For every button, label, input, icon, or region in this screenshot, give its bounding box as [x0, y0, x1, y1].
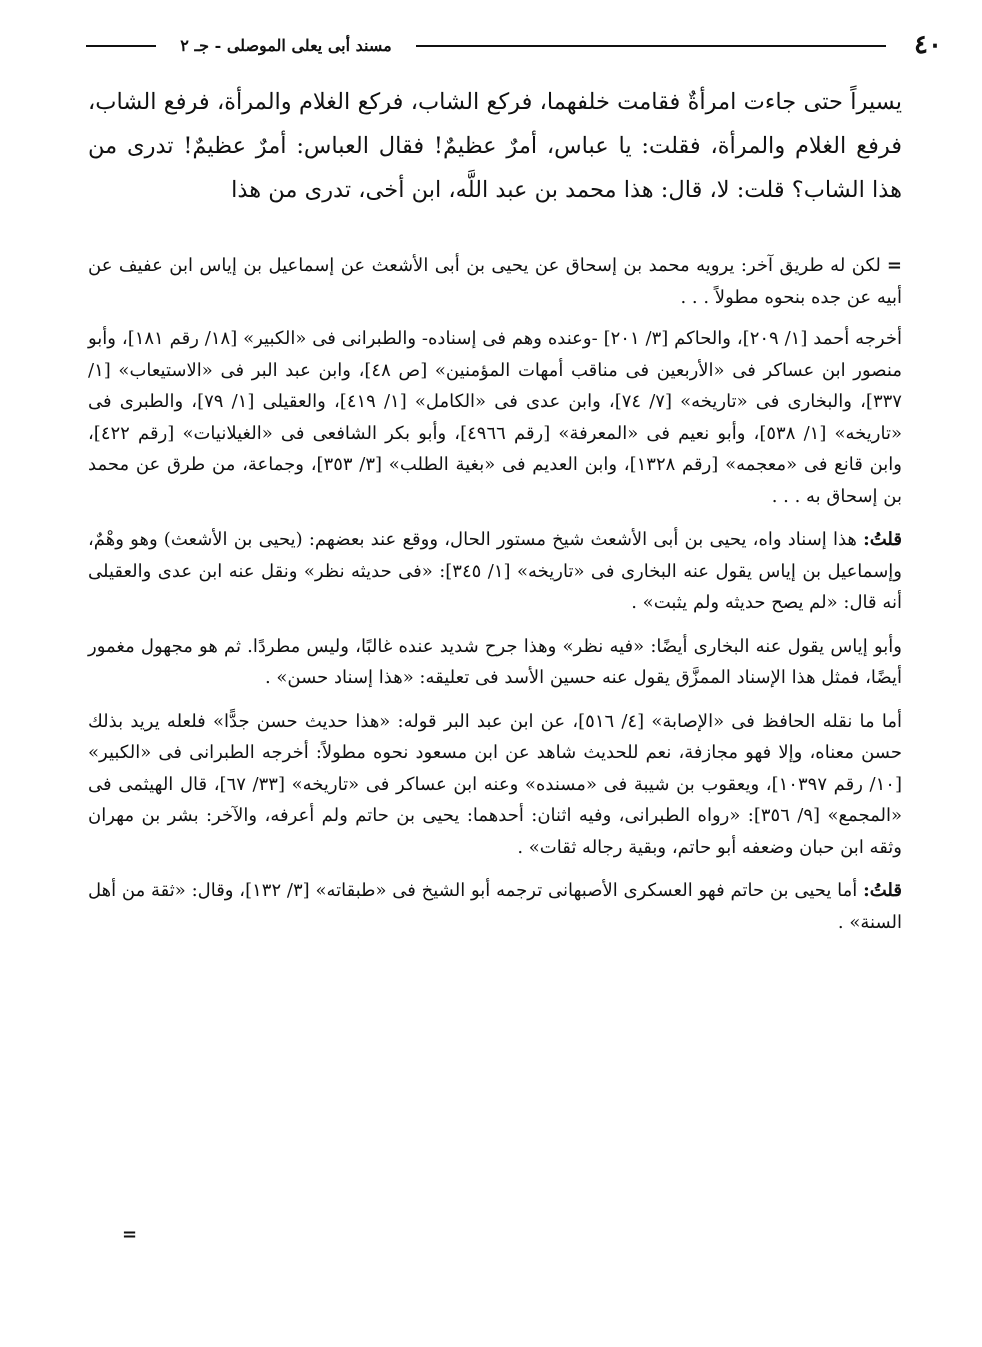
footnotes-section: [88, 250, 902, 950]
page-number: ٤٠: [914, 30, 942, 60]
page-header: [86, 28, 942, 62]
header-rule-middle: [416, 45, 886, 47]
footnote-continuation-marker: =: [886, 255, 902, 276]
footnote-paragraph-5: أما ما نقله الحافظ فى «الإصابة» [٤/ ٥١٦]، عن ابن عبد البر قوله: «هذا حديث حسن جدًّا» فلعله يريد بذلك حسن معناه، وإلا فهو مجازفة، نعم للحديث شاهد عن ابن مسعود نحوه مطولاً: أخرجه الطبرانى فى «الكبير» [١٠/ رقم ١٠٣٩٧]، ويعقوب بن شيبة فى «مسنده» وعنه ابن عساكر فى «تاريخه» [٣٣/ ٦٧]، قال الهيثمى فى «المجمع» [٩/ ٣٥٦]: «رواه الطبرانى، وفيه اثنان: أحدهما: يحيى بن حاتم ولم أعرفه، والآخر: بشر بن مهران وثقه ابن حبان وضعفه أبو حاتم، وبقية رجاله ثقات» .: [88, 710, 902, 858]
footnote-paragraph-1-text: لكن له طريق آخر: يرويه محمد بن إسحاق عن يحيى بن أبى الأشعث عن إسماعيل بن إياس ابن عفيف عن أبيه عن جده بنحوه مطولاً . . .: [88, 255, 902, 308]
footnote-paragraph-6: [88, 875, 902, 938]
main-paragraph: يسيراً حتى جاءت امرأةٌ فقامت خلفهما، فركع الشاب، فركع الغلام والمرأة، فرفع الشاب، فرفع الغلام والمرأة، فقلت: يا عباس، أمرٌ عظيمٌ! فقال العباس: أمرٌ عظيمٌ! تدرى من هذا الشاب؟ قلت: لا، قال: هذا محمد بن عبد اللَّه، ابن أخى، تدرى من هذا: [88, 89, 902, 203]
footnote-paragraph-2: أخرجه أحمد [١/ ٢٠٩]، والحاكم [٣/ ٢٠١] -وعنده وهم فى إسناده- والطبرانى فى «الكبير» [١٨/ رقم ١٨١]، وأبو منصور ابن عساكر فى «الأربعين فى مناقب أمهات المؤمنين» [ص ٤٨]، وابن عبد البر فى «الاستيعاب» [١/ ٣٣٧]، والبخارى فى «تاريخه» [٧/ ٧٤]، وابن عدى فى «الكامل» [١/ ٤١٩]، والعقيلى [١/ ٧٩]، والطبرى فى «تاريخه» [١/ ٥٣٨]، وأبو نعيم فى «المعرفة» [رقم ٤٩٦٦]، وأبو بكر الشافعى فى «الغيلانيات» [رقم ٤٢٢]، وابن قانع فى «معجمه» [رقم ١٣٢٨]، وابن العديم فى «بغية الطلب» [٣/ ٣٥٣]، وجماعة، من طرق عن محمد بن إسحاق به . . .: [88, 328, 902, 507]
running-title: مسند أبى يعلى الموصلى - جـ ٢: [180, 36, 392, 55]
footnote-paragraph-3: [88, 524, 902, 619]
main-text: [88, 80, 902, 212]
footnote-paragraph-3-text: هذا إسناد واه، يحيى بن أبى الأشعث شيخ مستور الحال، ووقع عند بعضهم: (يحيى بن الأشعث) وهو وهْمٌ، وإسماعيل بن إياس يقول عنه البخارى فى «تاريخه» [١/ ٣٤٥]: «فى حديثه نظر» ونقل عنه ابن عدى والعقيلى أنه قال: «لم يصح حديثه ولم يثبت» .: [88, 529, 902, 613]
footnote-continues-marker: =: [122, 1224, 138, 1245]
footnote-paragraph-6-text: أما يحيى بن حاتم فهو العسكرى الأصبهانى ترجمه أبو الشيخ فى «طبقاته» [٣/ ١٣٢]، وقال: «ثقة من أهل السنة» .: [88, 880, 902, 933]
header-rule-left: [86, 45, 156, 47]
footnote-paragraph-1: [88, 250, 902, 313]
qultu-label-2: قلتُ:: [863, 880, 902, 901]
footnote-paragraph-4: وأبو إياس يقول عنه البخارى أيضًا: «فيه نظر» وهذا جرح شديد عنده غالبًا، وليس مطردًا. ثم هو مجهول مغمور أيضًا، فمثل هذا الإسناد الممزَّق يقول عنه حسين الأسد فى تعليقه: «هذا إسناد حسن» .: [88, 635, 902, 688]
qultu-label-1: قلتُ:: [863, 529, 902, 550]
